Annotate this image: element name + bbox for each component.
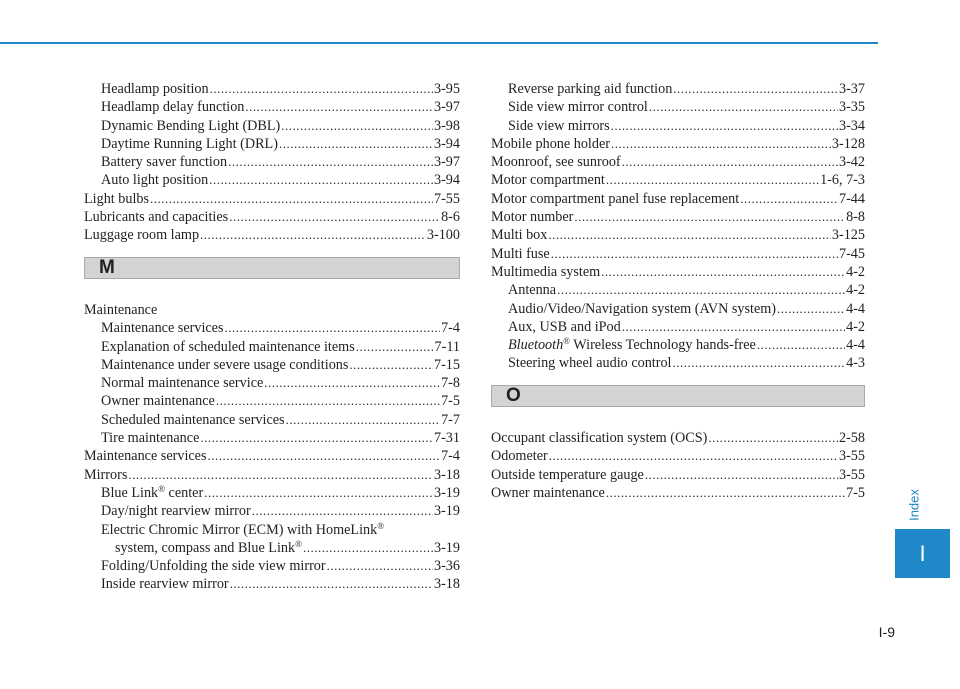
index-entry: Outside temperature gauge ..... 3-55 — [491, 466, 865, 484]
index-entry: Odometer ..... 3-55 — [491, 447, 865, 465]
index-entry: Multi fuse ..... 7-45 — [491, 245, 865, 263]
index-entry: Scheduled maintenance services ..... 7-7 — [84, 411, 460, 429]
index-entry: Motor number ..... 8-8 — [491, 208, 865, 226]
header-rule — [0, 42, 878, 44]
index-entry: Owner maintenance ..... 7-5 — [491, 484, 865, 502]
index-entry: Antenna ..... 4-2 — [491, 281, 865, 299]
index-entry: Headlamp delay function ..... 3-97 — [84, 98, 460, 116]
index-entry: Daytime Running Light (DRL) ..... 3-94 — [84, 135, 460, 153]
index-entry: Moonroof, see sunroof ..... 3-42 — [491, 153, 865, 171]
index-entry: Motor compartment panel fuse replacement ..... 7-44 — [491, 190, 865, 208]
index-entry: Motor compartment ..... 1-6, 7-3 — [491, 171, 865, 189]
index-entry: Steering wheel audio control ..... 4-3 — [491, 354, 865, 372]
index-entry: Tire maintenance ..... 7-31 — [84, 429, 460, 447]
index-entry: Side view mirrors ..... 3-34 — [491, 117, 865, 135]
index-entry: Folding/Unfolding the side view mirror ..... 3-36 — [84, 557, 460, 575]
index-entry: Reverse parking aid function ..... 3-37 — [491, 80, 865, 98]
index-entry: system, compass and Blue Link® ..... 3-19 — [84, 539, 460, 557]
index-entry: Side view mirror control ..... 3-35 — [491, 98, 865, 116]
index-entry: Blue Link® center ..... 3-19 — [84, 484, 460, 502]
section-letter: O — [506, 384, 521, 406]
section-header-o — [491, 385, 865, 407]
index-entry: Mobile phone holder ..... 3-128 — [491, 135, 865, 153]
index-entry: Day/night rearview mirror ..... 3-19 — [84, 502, 460, 520]
index-entry: Audio/Video/Navigation system (AVN system) ..... 4-4 — [491, 300, 865, 318]
index-entry: Multimedia system ..... 4-2 — [491, 263, 865, 281]
index-entry: Auto light position ..... 3-94 — [84, 171, 460, 189]
index-column-left — [84, 80, 460, 594]
index-entry: Normal maintenance service ..... 7-8 — [84, 374, 460, 392]
page-number: I-9 — [878, 624, 895, 640]
index-entry: Inside rearview mirror ..... 3-18 — [84, 575, 460, 593]
section-tab — [895, 529, 950, 578]
side-label-text: Index — [906, 489, 922, 521]
index-entry: Occupant classification system (OCS) ..... 2-58 — [491, 429, 865, 447]
index-entry: Electric Chromic Mirror (ECM) with HomeLink® — [101, 520, 385, 538]
index-entry: Maintenance services ..... 7-4 — [84, 447, 460, 465]
index-entry: Dynamic Bending Light (DBL) ..... 3-98 — [84, 117, 460, 135]
index-entry: Luggage room lamp ..... 3-100 — [84, 226, 460, 244]
section-tab-letter: I — [919, 540, 926, 566]
section-header-m — [84, 257, 460, 279]
index-heading-maintenance: Maintenance — [84, 301, 158, 318]
index-entry: Mirrors ..... 3-18 — [84, 466, 460, 484]
index-column-right — [491, 80, 865, 502]
index-entry: Aux, USB and iPod ..... 4-2 — [491, 318, 865, 336]
index-entry: Maintenance services ..... 7-4 — [84, 319, 460, 337]
index-entry: Owner maintenance ..... 7-5 — [84, 392, 460, 410]
index-entry: Battery saver function ..... 3-97 — [84, 153, 460, 171]
index-entry: Light bulbs ..... 7-55 — [84, 190, 460, 208]
index-entry: Headlamp position ..... 3-95 — [84, 80, 460, 98]
index-entry: Lubricants and capacities ..... 8-6 — [84, 208, 460, 226]
index-entry: Multi box ..... 3-125 — [491, 226, 865, 244]
index-entry: Bluetooth® Wireless Technology hands-free ..... 4-4 — [491, 336, 865, 354]
index-entry: Explanation of scheduled maintenance items ..... 7-11 — [84, 338, 460, 356]
index-entry: Maintenance under severe usage conditions ..... 7-15 — [84, 356, 460, 374]
section-letter: M — [99, 256, 115, 278]
